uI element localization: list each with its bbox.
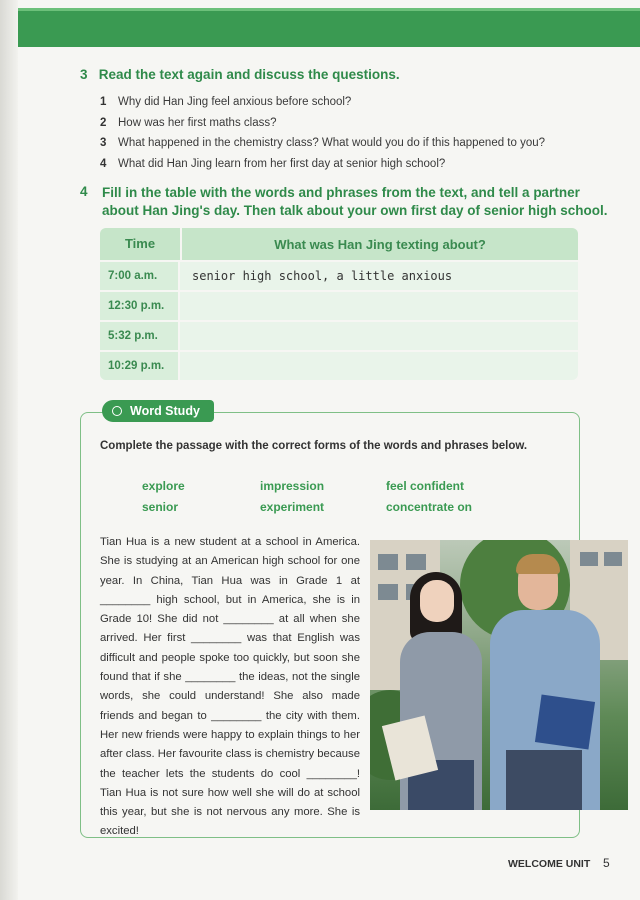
table-row xyxy=(100,320,578,350)
word-study-instruction: Complete the passage with the correct forms of the words and phrases below. xyxy=(100,440,528,452)
q3-number: 3 xyxy=(80,67,88,82)
window xyxy=(378,554,398,570)
boy-book xyxy=(535,694,595,749)
q3-item: 4 What did Han Jing learn from her first day at senior high school? xyxy=(100,157,446,170)
row-answer-field[interactable] xyxy=(180,352,578,380)
q3-item: 3 What happened in the chemistry class? What would you do if this happened to you? xyxy=(100,137,546,149)
q3-heading xyxy=(80,66,400,84)
word-bank-item: experiment xyxy=(260,500,325,514)
table-row xyxy=(100,350,578,380)
window xyxy=(580,552,598,566)
word-bank-item: senior xyxy=(142,500,179,514)
row-answer-field[interactable] xyxy=(180,322,578,350)
word-bank-item: explore xyxy=(142,479,185,493)
row-time: 7:00 a.m. xyxy=(100,262,180,290)
row-time: 10:29 p.m. xyxy=(100,352,180,380)
row-time: 5:32 p.m. xyxy=(100,322,180,350)
page-spine xyxy=(0,0,18,900)
boy-hair xyxy=(516,554,560,574)
q4-heading: Fill in the table with the words and phrases from the text, and tell a partner about Han Jing's day. Then talk about your own first day of senior high school. xyxy=(102,185,608,218)
word-study-tab: Word Study xyxy=(102,400,214,422)
boy-jeans xyxy=(506,750,582,810)
q3-question-list xyxy=(100,92,545,174)
page-content xyxy=(18,0,640,900)
circle-bullet-icon xyxy=(112,406,122,416)
row-answer-field[interactable] xyxy=(180,292,578,320)
q3-item: 1 Why did Han Jing feel anxious before school? xyxy=(100,96,352,108)
table-row xyxy=(100,290,578,320)
window xyxy=(406,554,426,570)
students-photo xyxy=(370,540,628,810)
word-bank-item: feel confident xyxy=(386,479,465,493)
row-answer-field[interactable]: senior high school, a little anxious xyxy=(192,269,453,283)
texting-table xyxy=(100,228,578,380)
row-time: 12:30 p.m. xyxy=(100,292,180,320)
table-row xyxy=(100,260,578,290)
window xyxy=(378,584,398,600)
q3-item: 2 How was her first maths class? xyxy=(100,116,277,129)
cloze-passage: Tian Hua is a new student at a school in America. She is studying at an American high school for one year. In China, Tian Hua was in Grade 1 at ________ high school, but in America, she is in Grade 10! She did not ________ at all when she arrived. Her first ________ was that English was difficult and people spoke too quickly, but soon she found that if she ________ the ideas, not the single words, she could understand! She also made friends and began to ________ the city with them. Her new friends were happy to explain things to her after class. Her favourite class is chemistry because the teacher lets the students do cool ________! Tian Hua is not sure how well she will do at school this year, but she is not nervous any more. She is excited! xyxy=(100,536,360,838)
girl-face xyxy=(420,580,454,622)
q4-number: 4 xyxy=(80,184,88,199)
q3-heading-text: Read the text again and discuss the questions. xyxy=(98,67,400,82)
table-header xyxy=(100,228,578,260)
window xyxy=(604,552,622,566)
footer-unit-label: WELCOME UNIT xyxy=(508,858,591,870)
word-bank-item: concentrate on xyxy=(386,500,473,514)
word-bank-item: impression xyxy=(260,479,325,493)
page-number: 5 xyxy=(603,856,610,870)
col-time-header: Time xyxy=(100,228,182,260)
col-texting-header: What was Han Jing texting about? xyxy=(274,236,486,252)
